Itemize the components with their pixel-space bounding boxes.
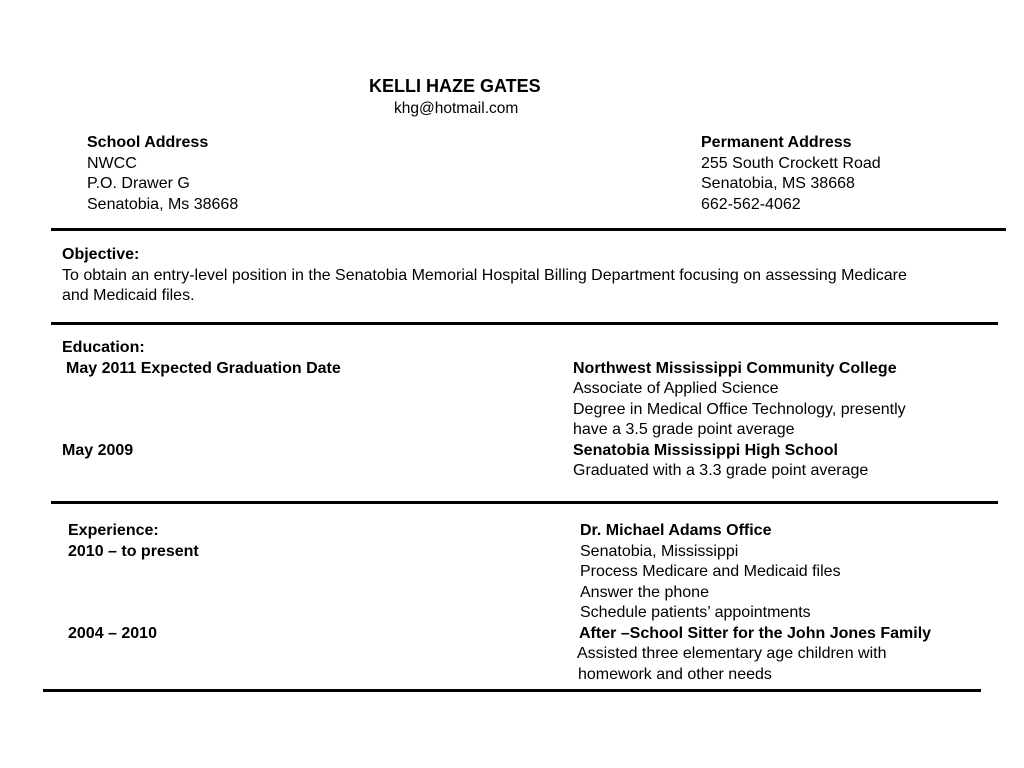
section-divider: [51, 322, 998, 325]
education-detail: Associate of Applied Science: [573, 380, 779, 397]
permanent-address-line: 662-562-4062: [701, 195, 801, 213]
education-right-column: [573, 359, 906, 482]
section-divider: [51, 501, 998, 504]
experience-heading: Experience:: [68, 522, 159, 539]
education-school: Senatobia Mississippi High School: [573, 441, 838, 459]
permanent-address-line: Senatobia, MS 38668: [701, 175, 855, 192]
education-detail: have a 3.5 grade point average: [573, 421, 795, 438]
education-detail: Graduated with a 3.3 grade point average: [573, 462, 869, 479]
objective-text: To obtain an entry-level position in the Senatobia Memorial Hospital Billing Department focusing on assessing Medicare: [62, 266, 907, 284]
school-address-heading: School Address: [87, 134, 209, 151]
experience-employer: After –School Sitter for the John Jones Family: [579, 624, 932, 642]
experience-date: 2010 – to present: [68, 542, 199, 560]
section-divider: [43, 689, 981, 692]
education-date: May 2009: [62, 441, 134, 459]
education-detail: Degree in Medical Office Technology, presently: [573, 400, 906, 418]
school-address-line: NWCC: [87, 154, 137, 172]
experience-detail: Senatobia, Mississippi: [580, 542, 739, 560]
experience-detail: Assisted three elementary age children with: [577, 645, 887, 662]
permanent-address-line: 255 South Crockett Road: [701, 154, 881, 172]
permanent-address-block: [701, 133, 881, 215]
education-school: Northwest Mississippi Community College: [573, 359, 897, 377]
objective-heading: Objective:: [62, 246, 140, 263]
education-date: May 2011 Expected Graduation Date: [66, 359, 341, 377]
experience-left-column: [68, 521, 199, 644]
education-heading: Education:: [62, 339, 145, 356]
experience-employer: Dr. Michael Adams Office: [580, 522, 772, 539]
education-left-column: [62, 338, 341, 461]
section-divider: [51, 228, 1006, 231]
experience-detail: Answer the phone: [580, 583, 709, 601]
experience-date: 2004 – 2010: [68, 624, 157, 642]
permanent-address-heading: Permanent Address: [701, 134, 852, 151]
experience-detail: homework and other needs: [578, 665, 772, 683]
school-address-line: Senatobia, Ms 38668: [87, 195, 239, 213]
objective-text: and Medicaid files.: [62, 287, 195, 304]
school-address-line: P.O. Drawer G: [87, 175, 190, 192]
experience-detail: Process Medicare and Medicaid files: [580, 563, 841, 580]
email-address: khg@hotmail.com: [394, 100, 519, 117]
objective-section: [62, 245, 907, 307]
experience-right-column: [577, 521, 932, 685]
school-address-block: [87, 133, 238, 215]
resume-name: KELLI HAZE GATES: [369, 76, 541, 96]
experience-detail: Schedule patients’ appointments: [580, 604, 811, 621]
